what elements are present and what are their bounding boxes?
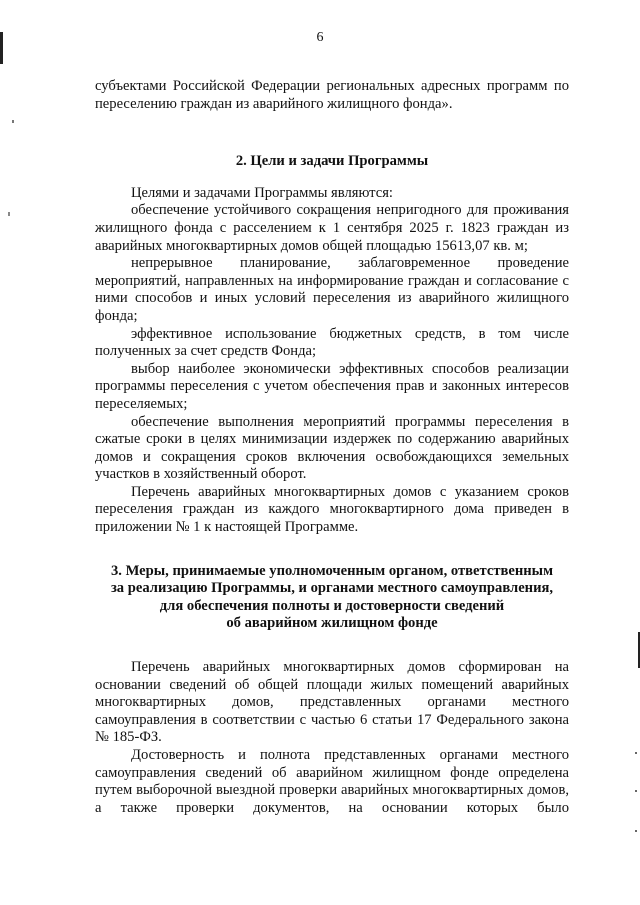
scan-speck (635, 790, 637, 792)
section-3-heading-line: 3. Меры, принимаемые уполномоченным органом, ответственным (110, 562, 554, 579)
section-2-paragraph: обеспечение выполнения мероприятий программы переселения в сжатые сроки в целях минимизации издержек по содержанию аварийных домов и сокращения сроков включения освобождающихся земельных участков в хозяйственный оборот. (95, 413, 569, 483)
scan-speck (635, 830, 637, 832)
document-body (95, 78, 569, 817)
section-2-paragraph: обеспечение устойчивого сокращения непригодного для проживания жилищного фонда с расселением к 1 сентября 2025 г. 1823 граждан из аварийных многоквартирных домов общей площадью 15613,07 кв. м; (95, 202, 569, 254)
scan-speck (635, 752, 637, 754)
section-3-heading (95, 563, 569, 633)
section-3-heading-line: за реализацию Программы, и органами местного самоуправления, (110, 580, 554, 597)
section-2-paragraph: Перечень аварийных многоквартирных домов с указанием сроков переселения граждан из каждого многоквартирного дома приведен в приложении № 1 к настоящей Программе. (95, 483, 569, 536)
scan-speck (12, 120, 14, 123)
section-3-paragraph: Перечень аварийных многоквартирных домов сформирован на основании сведений об общей площади жилых помещений аварийных многоквартирных домов, представленных органами местного самоуправления в соответствии с частью 6 статьи 17 Федерального закона № 185-ФЗ. (95, 659, 569, 746)
section-2-heading: 2. Цели и задачи Программы (235, 153, 429, 170)
section-2-paragraph: Целями и задачами Программы являются: (131, 184, 393, 201)
section-2-paragraph: эффективное использование бюджетных средств, в том числе полученных за счет средств Фонда; (95, 325, 569, 360)
scan-speck (8, 212, 10, 216)
section-3-paragraph: Достоверность и полнота представленных органами местного самоуправления сведений об аварийном жилищном фонде определена путем выборочной выездной проверки аварийных многоквартирных домов, а также проверки документов, на основании которых было (95, 747, 569, 816)
section-3-heading-line: для обеспечения полноты и достоверности сведений (159, 597, 505, 614)
intro-paragraph: субъектами Российской Федерации региональных адресных программ по переселению граждан из аварийного жилищного фонда». (95, 78, 569, 112)
page-number: 6 (316, 30, 324, 45)
section-3-heading-line: об аварийном жилищном фонде (226, 615, 438, 632)
section-2-paragraph: непрерывное планирование, заблаговременное проведение мероприятий, направленных на информирование граждан и согласование с ними способов и иных условий переселения из аварийного жилищного фонда; (95, 255, 569, 324)
section-2-paragraph: выбор наиболее экономически эффективных способов реализации программы переселения с учетом обеспечения прав и законных интересов переселяемых; (95, 360, 569, 412)
